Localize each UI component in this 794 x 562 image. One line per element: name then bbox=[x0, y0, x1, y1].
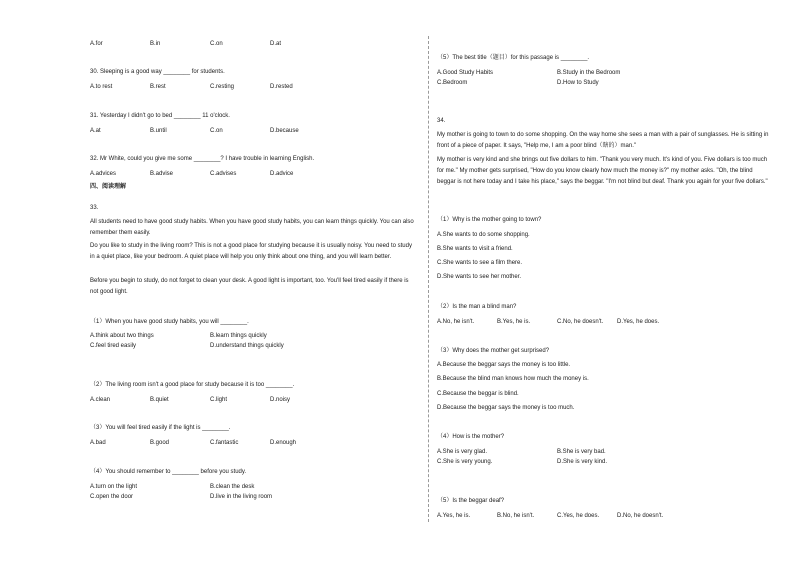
passage-33-paragraph-2: Do you like to study in the living room? This is not a good place for studying because it is usually noisy. You need to study in a quiet place, like your bedroom. A quiet place will help you only think about one thing, and you will learn better. bbox=[90, 243, 412, 260]
p34-q2-option-a: A.No, he isn't. bbox=[437, 319, 475, 325]
q31-option-d: D.because bbox=[270, 128, 299, 134]
p34-q3-option-c: C.Because the beggar is blind. bbox=[437, 391, 519, 397]
p33-q3-option-c: C.fantastic bbox=[210, 440, 239, 446]
p34-q2-option-d: D.Yes, he does. bbox=[617, 319, 660, 325]
p34-q2-option-b: B.Yes, he is. bbox=[497, 319, 531, 325]
q31-option-c: C.on bbox=[210, 128, 223, 134]
p33-q4-option-b: B.clean the desk bbox=[210, 484, 255, 490]
p33-q3-option-a: A.bad bbox=[90, 440, 106, 446]
p33-q2-stem: （2）The living room isn't a good place for study because it is too ________. bbox=[90, 382, 295, 388]
p33-q5-option-d: D.How to Study bbox=[557, 80, 599, 86]
p33-q1-option-d: D.understand things quickly bbox=[210, 343, 284, 349]
p34-q1-option-c: C.She wants to see a film there. bbox=[437, 260, 523, 266]
p34-q3-option-a: A.Because the beggar says the money is too little. bbox=[437, 362, 571, 368]
passage-34-paragraph-2: My mother is very kind and she brings out five dollars to him. "Thank you very much. It's kind of you. Five dollars is too much for me." My mother gets surprised, "How do you know clearly how much the money is?" my mother asks. "Oh, the blind beggar is not here today and I take his place," says the beggar. "I'm not blind but deaf. Thank you again for your five dollars." bbox=[437, 157, 768, 185]
p33-q5-option-a: A.Good Study Habits bbox=[437, 70, 494, 76]
p34-q4-stem: （4）How is the mother? bbox=[437, 434, 505, 440]
p33-q4-stem: （4）You should remember to ________ before you study. bbox=[90, 469, 247, 475]
p33-q2-option-a: A.clean bbox=[90, 397, 111, 403]
p33-q4-option-a: A.turn on the light bbox=[90, 484, 138, 490]
p34-q3-option-d: D.Because the beggar says the money is too much. bbox=[437, 405, 575, 411]
p34-q3-stem: （3）Why does the mother get surprised? bbox=[437, 348, 550, 354]
q29-option-a: A.for bbox=[90, 41, 103, 47]
q32-option-d: D.advice bbox=[270, 171, 294, 177]
p34-q5-stem: （5）Is the beggar deaf? bbox=[437, 498, 505, 504]
q32-option-a: A.advices bbox=[90, 171, 117, 177]
q29-option-b: B.in bbox=[150, 41, 161, 47]
q30-option-a: A.to rest bbox=[90, 84, 113, 90]
p33-q5-option-c: C.Bedroom bbox=[437, 80, 468, 86]
p34-q3-option-b: B.Because the blind man knows how much the money is. bbox=[437, 376, 589, 382]
q31-stem: 31. Yesterday I didn't go to bed ________ 11 o'clock. bbox=[90, 113, 230, 119]
p33-q3-option-d: D.enough bbox=[270, 440, 297, 446]
p33-q5-option-b: B.Study in the Bedroom bbox=[557, 70, 621, 76]
column-divider bbox=[428, 36, 429, 522]
p34-q4-option-b: B.She is very bad. bbox=[557, 449, 606, 455]
q31-option-a: A.at bbox=[90, 128, 101, 134]
q31-option-b: B.until bbox=[150, 128, 167, 134]
p34-q2-option-c: C.No, he doesn't. bbox=[557, 319, 604, 325]
q30-option-d: D.rested bbox=[270, 84, 293, 90]
q30-stem: 30. Sleeping is a good way ________ for students. bbox=[90, 69, 225, 75]
p33-q3-option-b: B.good bbox=[150, 440, 170, 446]
section-heading: 四、阅读理解 bbox=[90, 184, 127, 190]
p33-q4-option-d: D.live in the living room bbox=[210, 494, 273, 500]
p34-q1-stem: （1）Why is the mother going to town? bbox=[437, 217, 542, 223]
p34-q5-option-d: D.No, he doesn't. bbox=[617, 513, 664, 519]
p34-q1-option-b: B.She wants to visit a friend. bbox=[437, 246, 513, 252]
p34-q2-stem: （2）Is the man a blind man? bbox=[437, 304, 517, 310]
p33-q1-option-a: A.think about two things bbox=[90, 333, 154, 339]
p33-q2-option-d: D.noisy bbox=[270, 397, 291, 403]
p34-q1-option-a: A.She wants to do some shopping. bbox=[437, 232, 530, 238]
passage-33-paragraph-3: Before you begin to study, do not forget to clean your desk. A good light is important, too. You'll feel tired easily if there is not good light. bbox=[90, 278, 409, 295]
p34-q4-option-c: C.She is very young. bbox=[437, 459, 493, 465]
q32-stem: 32. Mr White, could you give me some ________? I have trouble in learning English. bbox=[90, 156, 315, 162]
p33-q2-option-b: B.quiet bbox=[150, 397, 169, 403]
q29-option-c: C.on bbox=[210, 41, 223, 47]
q30-option-b: B.rest bbox=[150, 84, 166, 90]
p33-q5-stem: （5）The best title（题目）for this passage is ________. bbox=[437, 55, 590, 61]
p33-q4-option-c: C.open the door bbox=[90, 494, 134, 500]
p34-q5-option-b: B.No, he isn't. bbox=[497, 513, 535, 519]
passage-33-number: 33. bbox=[90, 205, 99, 211]
p33-q1-option-b: B.learn things quickly bbox=[210, 333, 267, 339]
p33-q1-option-c: C.feel tired easily bbox=[90, 343, 137, 349]
p34-q4-option-a: A.She is very glad. bbox=[437, 449, 488, 455]
q32-option-c: C.advises bbox=[210, 171, 237, 177]
p33-q2-option-c: C.light bbox=[210, 397, 228, 403]
p34-q5-option-c: C.Yes, he does. bbox=[557, 513, 600, 519]
q32-option-b: B.advise bbox=[150, 171, 174, 177]
p33-q1-stem: （1）When you have good study habits, you will ________. bbox=[90, 319, 249, 325]
passage-34-paragraph-1: My mother is going to town to do some shopping. On the way home she sees a man with a pair of sunglasses. He is sitting in front of a piece of paper. It says, "Help me, I am a poor blind（瞎的）man." bbox=[437, 132, 769, 149]
p33-q3-stem: （3）You will feel tired easily if the light is ________. bbox=[90, 425, 231, 431]
p34-q5-option-a: A.Yes, he is. bbox=[437, 513, 471, 519]
q29-option-d: D.at bbox=[270, 41, 282, 47]
p34-q4-option-d: D.She is very kind. bbox=[557, 459, 608, 465]
p34-q1-option-d: D.She wants to see her mother. bbox=[437, 274, 522, 280]
q30-option-c: C.resting bbox=[210, 84, 235, 90]
passage-33-paragraph-1: All students need to have good study habits. When you have good study habits, you can learn things quickly. You can also remember them easily. bbox=[90, 219, 414, 236]
passage-34-number: 34. bbox=[437, 118, 446, 124]
